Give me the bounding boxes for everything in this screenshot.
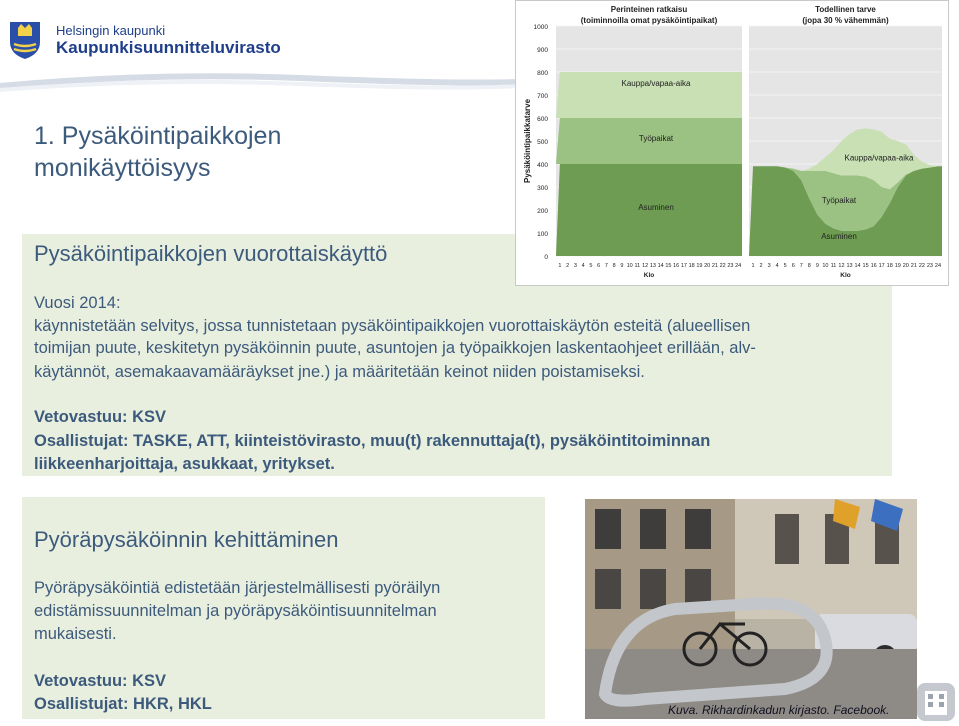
x-tick-label: 12 — [838, 263, 845, 269]
series-label: Työpaikat — [821, 196, 857, 206]
section1-year: Vuosi 2014: — [34, 294, 121, 312]
x-tick-label: 24 — [735, 263, 742, 269]
parking-demand-chart — [515, 0, 949, 286]
x-tick-label: 20 — [902, 263, 909, 269]
x-tick-label: 21 — [910, 263, 917, 269]
y-tick-label: 500 — [537, 139, 548, 146]
section2-body-line2: edistämissuunnitelman ja pyöräpysäköintisuunnitelman — [34, 602, 437, 620]
section1-body-line1: käynnistetään selvitys, jossa tunnistetaan pysäköintipaikkojen vuorottaiskäytön esteitä (alueellisen — [34, 317, 751, 335]
section1-body-line3: käytännöt, asemakaavamääräykset jne.) ja määritetään keinot niiden poistamiseksi. — [34, 363, 645, 381]
x-tick-label: 2 — [566, 263, 570, 269]
section2-responsible: Vetovastuu: KSV — [34, 672, 167, 690]
series-label: Asuminen — [638, 203, 674, 212]
building-icon — [917, 683, 955, 721]
x-tick-label: 3 — [573, 263, 577, 269]
x-tick-label: 10 — [626, 263, 633, 269]
x-tick-label: 21 — [711, 263, 718, 269]
series-label: Kauppa/vapaa-aika — [621, 78, 691, 88]
panel-title: Perinteinen ratkaisu — [610, 5, 688, 14]
y-tick-label: 200 — [537, 208, 548, 215]
x-tick-label: 18 — [886, 263, 893, 269]
x-tick-label: 8 — [612, 263, 616, 269]
panel-title: Todellinen tarve — [815, 5, 876, 14]
x-axis-label: Klo — [643, 272, 655, 279]
x-tick-label: 15 — [862, 263, 869, 269]
section2-body-line1: Pyöräpysäköintiä edistetään järjestelmällisesti pyöräilyn — [34, 579, 441, 597]
x-tick-label: 19 — [894, 263, 901, 269]
series-label: Työpaikat — [638, 134, 674, 143]
x-tick-label: 10 — [822, 263, 829, 269]
bike-rack-photo-image — [585, 499, 917, 719]
y-tick-label: 700 — [537, 93, 548, 100]
x-tick-label: 4 — [581, 263, 585, 269]
x-tick-label: 5 — [589, 263, 593, 269]
x-tick-label: 6 — [791, 263, 795, 269]
x-tick-label: 2 — [759, 263, 763, 269]
y-tick-label: 1000 — [533, 24, 548, 31]
x-tick-label: 14 — [854, 263, 861, 269]
section2-heading: Pyöräpysäköinnin kehittäminen — [34, 527, 339, 552]
x-tick-label: 16 — [870, 263, 877, 269]
bike-rack-photo — [585, 499, 917, 719]
x-tick-label: 11 — [830, 263, 837, 269]
x-tick-label: 17 — [680, 263, 687, 269]
page-title-line2: monikäyttöisyys — [34, 154, 211, 182]
y-tick-label: 900 — [537, 47, 548, 54]
x-tick-label: 12 — [642, 263, 649, 269]
x-tick-label: 11 — [634, 263, 641, 269]
x-tick-label: 7 — [604, 263, 608, 269]
org-name-line2: Kaupunkisuunnitteluvirasto — [56, 38, 281, 57]
x-tick-label: 16 — [673, 263, 680, 269]
x-tick-label: 23 — [926, 263, 933, 269]
y-axis-label: Pysäköintipaikkatarve — [523, 98, 532, 184]
x-tick-label: 9 — [620, 263, 624, 269]
x-tick-label: 8 — [807, 263, 811, 269]
x-tick-label: 15 — [665, 263, 672, 269]
section1-participants-line1: Osallistujat: TASKE, ATT, kiinteistövirasto, muu(t) rakennuttaja(t), pysäköintitoiminnan — [34, 432, 711, 450]
panel-subtitle: (jopa 30 % vähemmän) — [802, 16, 889, 25]
x-tick-label: 6 — [597, 263, 601, 269]
x-tick-label: 4 — [775, 263, 779, 269]
x-tick-label: 13 — [846, 263, 853, 269]
x-tick-label: 18 — [688, 263, 695, 269]
panel-subtitle: (toiminnoilla omat pysäköintipaikat) — [580, 16, 718, 25]
x-tick-label: 7 — [799, 263, 803, 269]
x-tick-label: 9 — [815, 263, 819, 269]
y-tick-label: 800 — [537, 70, 548, 77]
section1-body-line2: toimijan puute, keskitetyn pysäköinnin puute, asuntojen ja työpaikkojen laskentaohjeet erillään, alv- — [34, 339, 756, 357]
x-tick-label: 1 — [751, 263, 755, 269]
x-tick-label: 20 — [704, 263, 711, 269]
y-tick-label: 600 — [537, 116, 548, 123]
x-tick-label: 23 — [727, 263, 734, 269]
series-label: Asuminen — [821, 231, 857, 241]
header-swoosh — [0, 58, 520, 98]
x-axis-label: Klo — [840, 272, 851, 279]
x-tick-label: 1 — [558, 263, 562, 269]
parking-demand-chart-svg — [516, 1, 948, 285]
x-tick-label: 17 — [878, 263, 885, 269]
y-tick-label: 100 — [537, 231, 548, 238]
series-label: Kauppa/vapaa-aika — [844, 153, 914, 163]
page-title-line1: 1. Pysäköintipaikkojen — [34, 122, 282, 150]
section2-body-line3: mukaisesti. — [34, 625, 117, 643]
org-name-line1: Helsingin kaupunki — [56, 23, 166, 38]
y-tick-label: 0 — [544, 254, 548, 261]
section1-participants-line2: liikkeenharjoittaja, asukkaat, yritykset. — [34, 455, 335, 473]
section1-responsible: Vetovastuu: KSV — [34, 408, 167, 426]
section1-heading: Pysäköintipaikkojen vuorottaiskäyttö — [34, 241, 388, 266]
y-tick-label: 300 — [537, 185, 548, 192]
photo-caption: Kuva. Rikhardinkadun kirjasto. Facebook. — [668, 703, 890, 717]
x-tick-label: 24 — [934, 263, 942, 269]
x-tick-label: 13 — [649, 263, 656, 269]
x-tick-label: 19 — [696, 263, 703, 269]
section2-participants: Osallistujat: HKR, HKL — [34, 695, 212, 713]
x-tick-label: 3 — [767, 263, 771, 269]
x-tick-label: 5 — [783, 263, 787, 269]
y-tick-label: 400 — [537, 162, 548, 169]
coat-of-arms-icon — [8, 20, 42, 60]
x-tick-label: 14 — [657, 263, 664, 269]
x-tick-label: 22 — [918, 263, 925, 269]
page-title — [34, 120, 334, 184]
x-tick-label: 22 — [719, 263, 726, 269]
